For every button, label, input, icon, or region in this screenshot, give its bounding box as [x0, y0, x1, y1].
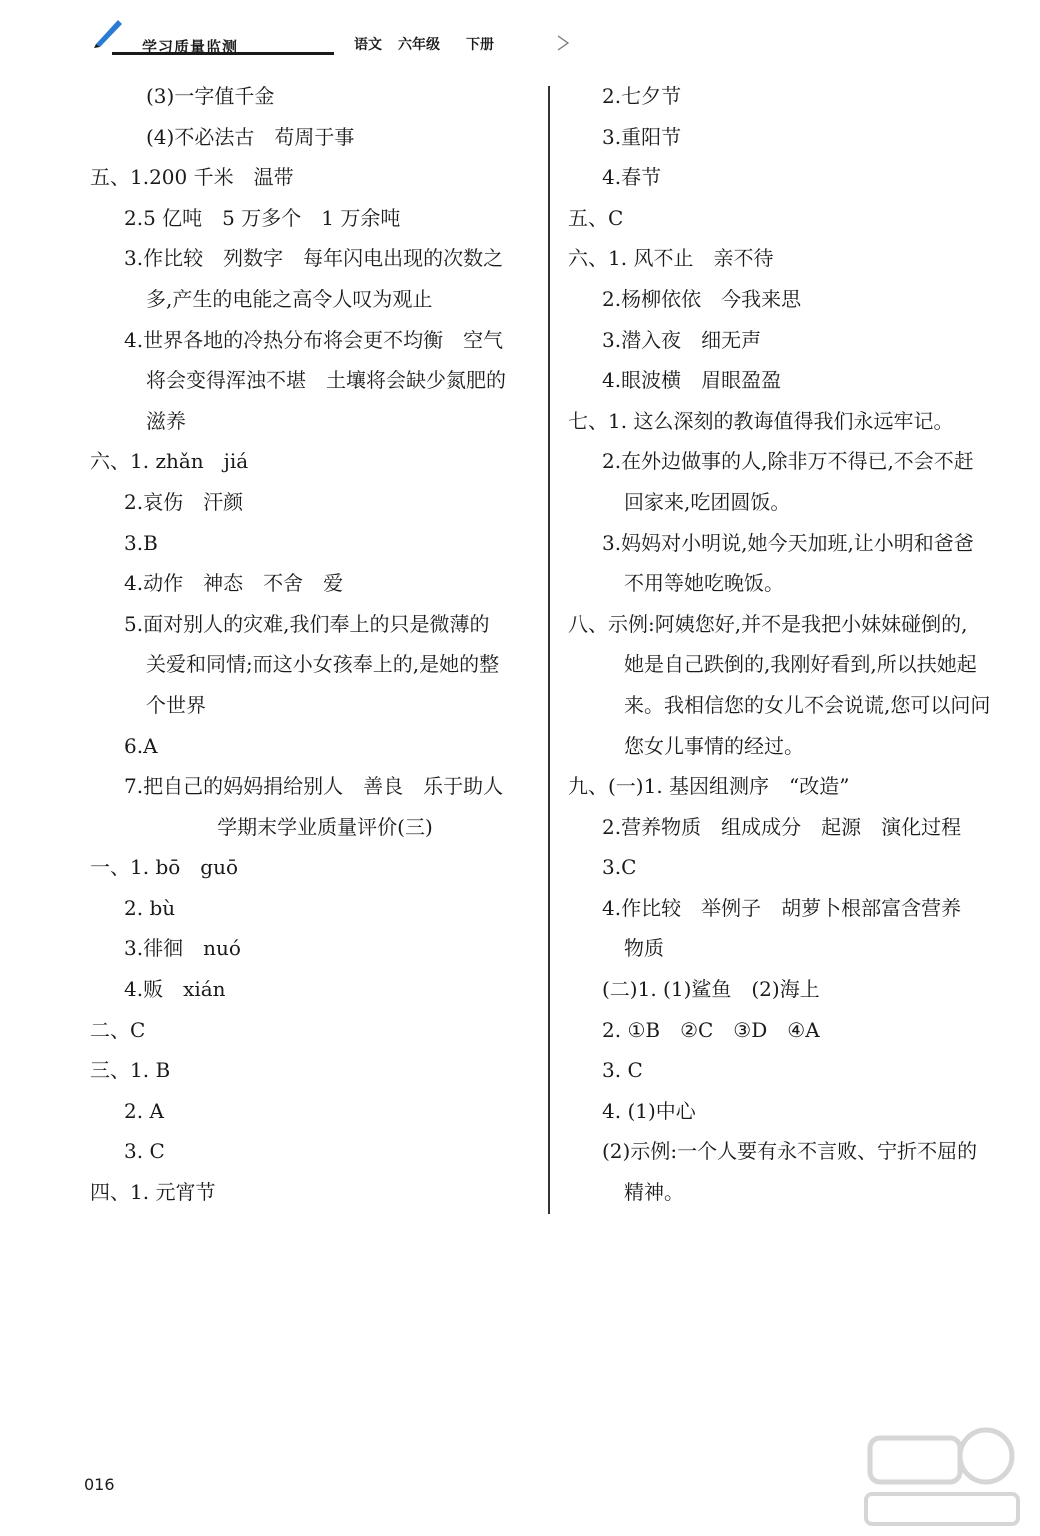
answer-line: 2. ①B ②C ③D ④A	[602, 1017, 820, 1042]
answer-line: 4.动作 神态 不舍 爱	[124, 571, 344, 596]
answer-line: 五、C	[568, 205, 624, 230]
answer-line: 三、1. B	[90, 1058, 171, 1083]
answer-line: 6.A	[124, 733, 158, 758]
answer-line: 4.春节	[602, 165, 662, 190]
answer-line: 4.世界各地的冷热分布将会更不均衡 空气	[124, 327, 504, 352]
answer-line: 3.潜入夜 细无声	[602, 327, 762, 352]
brand-bar	[112, 31, 334, 55]
answer-line: 多,产生的电能之高令人叹为观止	[146, 286, 433, 311]
answer-line: 3.C	[602, 855, 637, 880]
answer-line: 她是自己跌倒的,我刚好看到,所以扶她起	[624, 652, 977, 677]
answer-line: 六、1. 风不止 亲不待	[568, 246, 774, 271]
chevron-right-icon	[554, 34, 572, 52]
answer-line: (4)不必法古 苟周于事	[146, 124, 355, 149]
answer-line: 4.贩 xián	[124, 977, 226, 1002]
answer-line: 将会变得浑浊不堪 土壤将会缺少氮肥的	[146, 368, 506, 393]
answer-line: 2.营养物质 组成成分 起源 演化过程	[602, 814, 962, 839]
brand-title: 学习质量监测	[142, 38, 239, 56]
volume-label: 下册	[466, 37, 494, 53]
answer-line: 4. (1)中心	[602, 1098, 696, 1123]
page-number: 016	[84, 1475, 115, 1494]
answer-line: 3.B	[124, 530, 158, 555]
answer-line: 您女儿事情的经过。	[624, 733, 804, 758]
answer-line: 4.眼波横 眉眼盈盈	[602, 368, 782, 393]
answer-line: 九、(一)1. 基因组测序 “改造”	[568, 774, 850, 799]
section-title: 学期末学业质量评价(三)	[217, 814, 433, 839]
answer-line: 四、1. 元宵节	[90, 1180, 216, 1205]
answer-line: 3.徘徊 nuó	[124, 936, 241, 961]
right-column	[568, 76, 1018, 1213]
answer-line: 4.作比较 举例子 胡萝卜根部富含营养	[602, 895, 962, 920]
grade-label: 六年级	[398, 37, 440, 53]
answer-line: 7.把自己的妈妈捐给别人 善良 乐于助人	[124, 774, 504, 799]
answer-line: 2.七夕节	[602, 84, 682, 108]
answer-line: 5.面对别人的灾难,我们奉上的只是微薄的	[124, 611, 490, 636]
column-divider	[548, 86, 550, 1214]
answer-line: 3. C	[124, 1139, 165, 1164]
answer-line: 来。我相信您的女儿不会说谎,您可以问问	[624, 692, 991, 717]
answer-line: 3.重阳节	[602, 124, 682, 149]
answer-line: 3.作比较 列数字 每年闪电出现的次数之	[124, 246, 504, 271]
answer-line: 关爱和同情;而这小女孩奉上的,是她的整	[146, 652, 500, 677]
answer-line: 精神。	[624, 1180, 684, 1205]
answer-line: 2.在外边做事的人,除非万不得已,不会不赶	[602, 449, 974, 474]
answer-line: 2.杨柳依依 今我来思	[602, 286, 802, 311]
answer-line: 滋养	[146, 408, 186, 433]
answer-line: 物质	[624, 936, 664, 961]
answer-line: (二)1. (1)鲨鱼 (2)海上	[602, 977, 820, 1002]
answer-line: 六、1. zhǎn jiá	[90, 449, 249, 474]
answer-line: 2.5 亿吨 5 万多个 1 万余吨	[124, 205, 401, 230]
answer-line: 五、1.200 千米 温带	[90, 165, 294, 190]
left-column	[90, 76, 540, 1213]
watermark-logo	[862, 1420, 1022, 1530]
answer-line: 七、1. 这么深刻的教诲值得我们永远牢记。	[568, 408, 954, 433]
answer-line: 3.妈妈对小明说,她今天加班,让小明和爸爸	[602, 530, 974, 555]
answer-line: 回家来,吃团圆饭。	[624, 489, 791, 514]
subject-label: 语文	[354, 37, 382, 53]
answer-line: 二、C	[90, 1017, 146, 1042]
answer-line: (2)示例:一个人要有永不言败、宁折不屈的	[602, 1139, 978, 1164]
page-header	[92, 14, 512, 56]
answer-line: 八、示例:阿姨您好,并不是我把小妹妹碰倒的,	[568, 611, 968, 636]
answer-line: 一、1. bō guō	[90, 855, 239, 880]
answer-line: 不用等她吃晚饭。	[624, 571, 784, 596]
answer-line: 2. bù	[124, 895, 176, 920]
answer-line: 个世界	[146, 692, 206, 717]
answer-line: (3)一字值千金	[146, 84, 275, 108]
answer-line: 3. C	[602, 1058, 643, 1083]
answer-line: 2. A	[124, 1098, 164, 1123]
answer-line: 2.哀伤 汗颜	[124, 489, 244, 514]
